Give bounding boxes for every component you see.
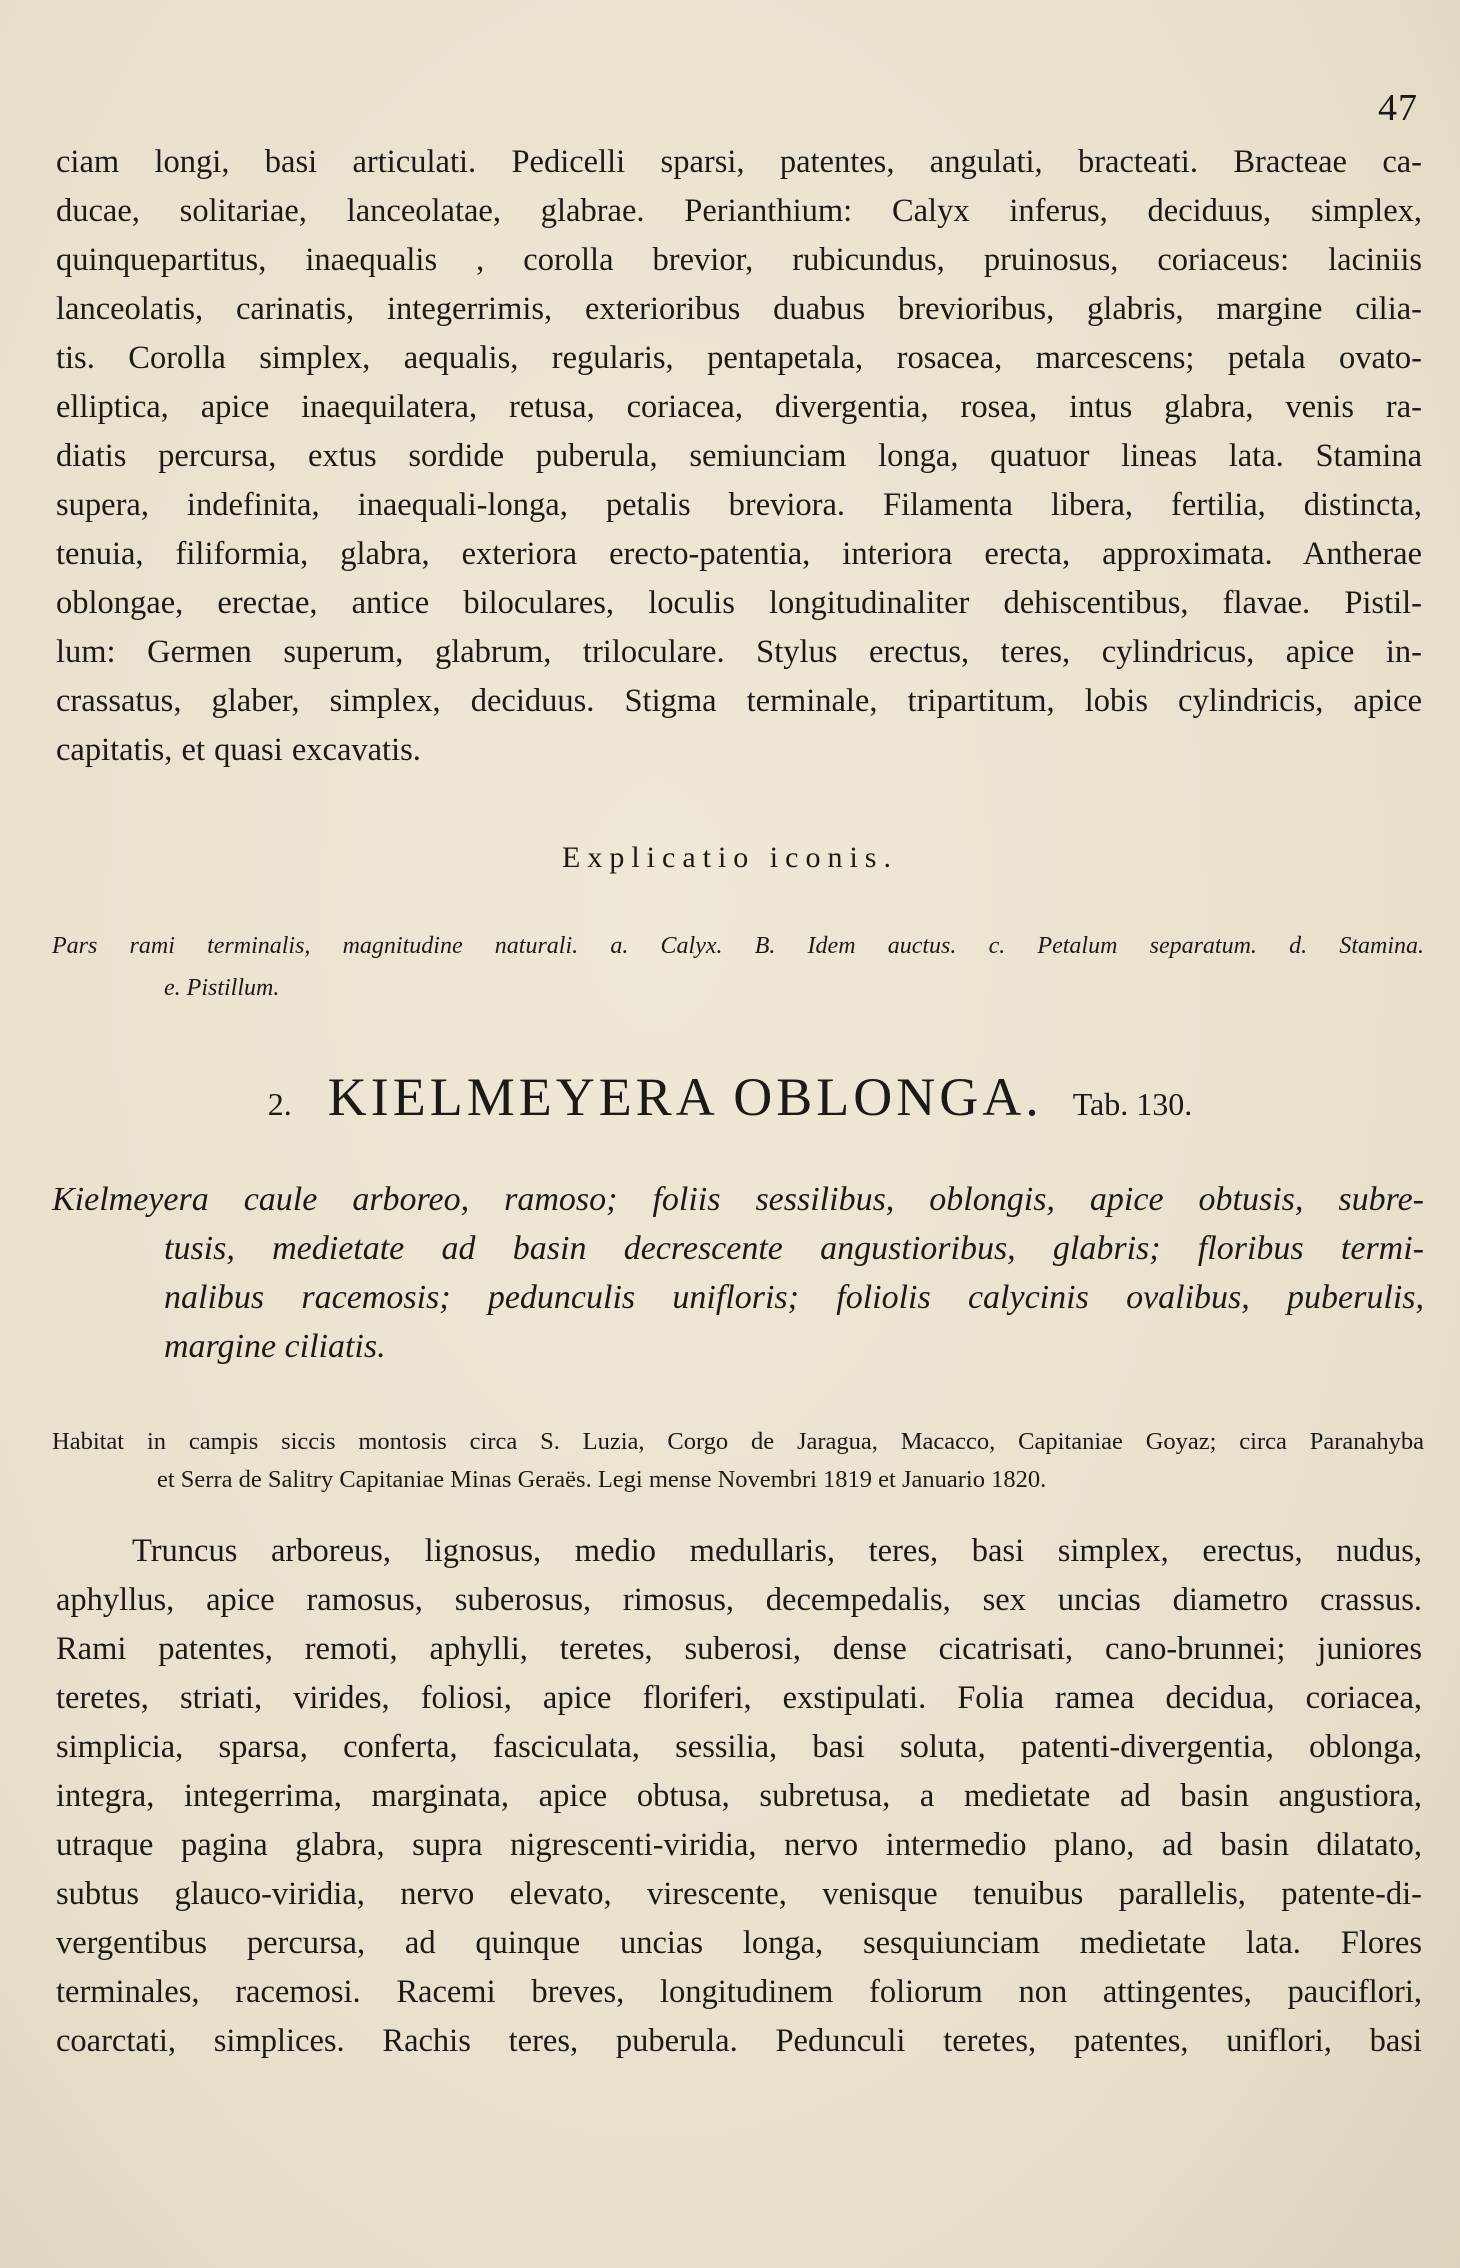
- text-line: ciam longi, basi articulati. Pedicelli sparsi, patentes, angulati, bracteati. Bracteae ca-: [56, 144, 1422, 180]
- text-line: lanceolatis, carinatis, integerrimis, exterioribus duabus brevioribus, glabris, margine cilia-: [56, 291, 1422, 327]
- text-line: tusis, medietate ad basin decrescente angustioribus, glabris; floribus termi-: [164, 1230, 1424, 1267]
- text-line: utraque pagina glabra, supra nigrescenti-viridia, nervo intermedio plano, ad basin dilatato,: [56, 1827, 1422, 1863]
- text-line: quinquepartitus, inaequalis , corolla brevior, rubicundus, pruinosus, coriaceus: laciniis: [56, 242, 1422, 278]
- text-line: e. Pistillum.: [164, 975, 280, 1001]
- text-line: et Serra de Salitry Capitaniae Minas Geraës. Legi mense Novembri 1819 et Januario 1820.: [157, 1466, 1047, 1493]
- text-line: Rami patentes, remoti, aphylli, teretes, suberosi, dense cicatrisati, cano-brunnei; juniores: [56, 1631, 1422, 1667]
- habitat-note: [52, 1423, 1424, 1499]
- species-number: 2.: [267, 1086, 292, 1122]
- figure-explanation: [52, 925, 1424, 1009]
- page-number: 47: [1378, 87, 1418, 129]
- text-line: coarctati, simplices. Rachis teres, puberula. Pedunculi teretes, patentes, uniflori, basi: [56, 2023, 1422, 2059]
- text-line: margine ciliatis.: [164, 1328, 386, 1365]
- description-paragraph-2: [56, 1527, 1422, 2066]
- text-line: tenuia, filiformia, glabra, exteriora erecto-patentia, interiora erecta, approximata. Antherae: [56, 536, 1422, 572]
- species-diagnosis: [52, 1175, 1424, 1371]
- text-line: teretes, striati, virides, foliosi, apice floriferi, exstipulati. Folia ramea decidua, coriacea,: [56, 1680, 1422, 1716]
- description-paragraph-1: [56, 138, 1422, 775]
- text-line: integra, integerrima, marginata, apice obtusa, subretusa, a medietate ad basin angustiora,: [56, 1778, 1422, 1814]
- text-line: Kielmeyera caule arboreo, ramoso; foliis sessilibus, oblongis, apice obtusis, subre-: [52, 1181, 1424, 1218]
- text-line: lum: Germen superum, glabrum, triloculare. Stylus erectus, teres, cylindricus, apice in-: [56, 634, 1422, 670]
- text-line: subtus glauco-viridia, nervo elevato, virescente, venisque tenuibus parallelis, patente-di-: [56, 1876, 1422, 1912]
- text-line: nalibus racemosis; pedunculis unifloris; foliolis calycinis ovalibus, puberulis,: [164, 1279, 1424, 1316]
- text-line: oblongae, erectae, antice biloculares, loculis longitudinaliter dehiscentibus, flavae. Pistil-: [56, 585, 1422, 621]
- explicatio-heading: Explicatio iconis.: [562, 841, 898, 874]
- plate-reference: Tab. 130.: [1072, 1086, 1193, 1122]
- text-line: Pars rami terminalis, magnitudine naturali. a. Calyx. B. Idem auctus. c. Petalum separatum. d. Stamina.: [52, 933, 1424, 959]
- text-line: vergentibus percursa, ad quinque uncias longa, sesquiunciam medietate lata. Flores: [56, 1925, 1422, 1961]
- text-line: Habitat in campis siccis montosis circa S. Luzia, Corgo de Jaragua, Macacco, Capitaniae Goyaz; circa Paranahyba: [52, 1428, 1424, 1455]
- text-line: capitatis, et quasi excavatis.: [56, 732, 421, 768]
- text-line: terminales, racemosi. Racemi breves, longitudinem foliorum non attingentes, pauciflori,: [56, 1974, 1422, 2010]
- text-line: ducae, solitariae, lanceolatae, glabrae. Perianthium: Calyx inferus, deciduus, simplex,: [56, 193, 1422, 229]
- text-line: elliptica, apice inaequilatera, retusa, coriacea, divergentia, rosea, intus glabra, venis ra-: [56, 389, 1422, 425]
- text-line: supera, indefinita, inaequali-longa, petalis breviora. Filamenta libera, fertilia, distincta,: [56, 487, 1422, 523]
- text-line: tis. Corolla simplex, aequalis, regularis, pentapetala, rosacea, marcescens; petala ovato-: [56, 340, 1422, 376]
- text-line: aphyllus, apice ramosus, suberosus, rimosus, decempedalis, sex uncias diametro crassus.: [56, 1582, 1422, 1618]
- text-line: crassatus, glaber, simplex, deciduus. Stigma terminale, tripartitum, lobis cylindricis, apice: [56, 683, 1422, 719]
- species-name: KIELMEYERA OBLONGA.: [327, 1067, 1043, 1127]
- text-line: simplicia, sparsa, conferta, fasciculata, sessilia, basi soluta, patenti-divergentia, oblonga,: [56, 1729, 1422, 1765]
- text-line: diatis percursa, extus sordide puberula, semiunciam longa, quatuor lineas lata. Stamina: [56, 438, 1422, 474]
- species-heading: [0, 1066, 1460, 1128]
- text-line: Truncus arboreus, lignosus, medio medullaris, teres, basi simplex, erectus, nudus,: [132, 1533, 1422, 1569]
